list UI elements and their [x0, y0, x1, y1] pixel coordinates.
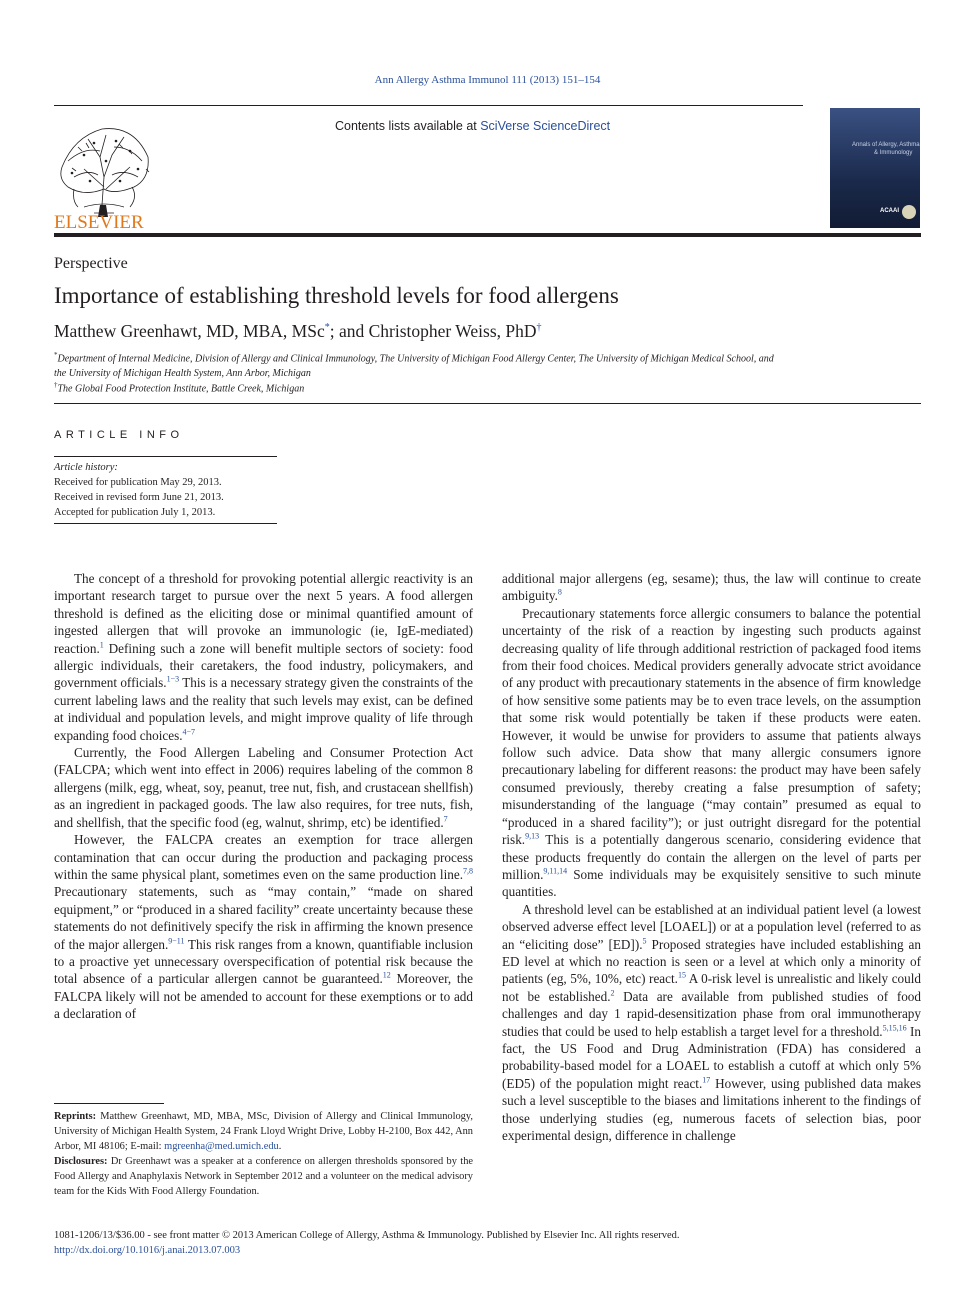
text-span: Moreover, the FALCPA likely will not be amended to account for these exemptions or to add a declaration of: [54, 971, 473, 1022]
text-span: A 0-risk level is unrealistic and likely could not be established.: [502, 971, 921, 1004]
text-span: Proposed strategies have included establishing an ED level at which no reaction is seen or a level at which only a minority of patients (eg, 5%, 10%, etc) react.: [502, 936, 921, 987]
article-type: Perspective: [54, 255, 128, 272]
affiliation-1: [54, 348, 924, 381]
copyright-line: 1081-1206/13/$36.00 - see front matter © 2013 American College of Allergy, Asthma & Immunology. Published by Elsevier Inc. All rights reserved.: [54, 1230, 680, 1241]
affiliation-rule: [54, 403, 921, 404]
history-revised: Received in revised form June 21, 2013.: [54, 492, 224, 503]
cover-title-line-1: Annals of Allergy, Asthma: [852, 142, 920, 148]
paragraph-threshold-level: [502, 901, 921, 1145]
text-span: Precautionary statements, such as “may contain,” “made on shared equipment,” or “produced in a shared facility” create uncertainty because these statements do not definitively specify the risk in affirming the known presence of the major allergen.: [54, 884, 473, 952]
sciencedirect-link[interactable]: SciVerse ScienceDirect: [480, 119, 611, 133]
elsevier-logo: [54, 117, 154, 230]
tree-icon: [54, 117, 154, 230]
text-span: This is a necessary strategy given the constraints of the current labeling laws and the reality that such levels may exist, can be defined at individual and population levels, and might improve quality of life through expanding food choices.: [54, 675, 473, 743]
affiliation-1-line-2: the University of Michigan Health System, Ann Arbor, Michigan: [54, 368, 311, 380]
text-span: Currently, the Food Allergen Labeling and Consumer Protection Act (FALCPA; which went into effect in 2006) requires labeling of the common 8 allergens (milk, egg, wheat, soy, peanut, tree nut, fish, and crustacean shellfish) as an ingredient in packaged goods. The law also requires, for tree nuts, fish, and shellfish, that the specific food (eg, walnut, shrimp, etc) be identified.: [54, 745, 473, 830]
body-column-right: [502, 570, 921, 1144]
text-span: This risk ranges from a known, quantifiable inclusion to a proactive yet unnecessary overspecification of potential risk because the total absence of a particular allergen cannot be guaranteed.: [54, 936, 473, 987]
text-span: This is a potentially dangerous scenario, considering evidence that these products frequently do contain the allergen on the level of parts per million.: [502, 832, 921, 882]
disclosures-text: Dr Greenhawt was a speaker at a conference on allergen thresholds sponsored by the Food Allergy and Anaphylaxis Network in September 2012 and a volunteer on the medical advisory team for the Kids With Food Allergy Foundation.: [54, 1156, 473, 1197]
text-span: A threshold level can be established at an individual patient level (a lowest observed adverse effect level [LOAEL]) or at a population level (referred to as an “eliciting dose” [ED]).: [502, 901, 921, 952]
citation-link[interactable]: 9−11: [168, 936, 185, 946]
citation-link[interactable]: 12: [382, 970, 391, 980]
header-rule: [54, 105, 803, 106]
citation-link[interactable]: 15: [677, 970, 686, 980]
paragraph-continued: [502, 570, 921, 605]
citation-link[interactable]: 17: [702, 1075, 711, 1085]
affiliation-2-mark: †: [54, 381, 58, 389]
contents-line: [335, 119, 610, 133]
article-title: Importance of establishing threshold levels for food allergens: [54, 283, 619, 308]
paragraph-precautionary: [502, 605, 921, 901]
paragraph-threshold-concept: [54, 570, 473, 744]
disclosures-label: Disclosures:: [54, 1156, 108, 1167]
text-span: Precautionary statements force allergic consumers to balance the potential uncertainty of the risk of a reaction by ingesting such products against decreasing quality of life through additional restriction of packaged food items from their food choices. Medical providers generally advocate strict avoidance of any product with precautionary statements in the absence of firm knowledge of how sensitive some patients may be to even trace levels, on the assumption that some risk would potentially be taken if these products were eaten. However, it would be unwise for providers to assume that patients always follow such advice. Data show that many allergic consumers ignore precautionary labeling for different reasons: the product may have been safely consumed previously, thereby creating a false presumption of safety; misunderstanding of the language (“may contain” presumed as equal to “produced in a shared facility”); or just outright disregard for the potential risk.: [502, 605, 921, 848]
citation-link[interactable]: 9,13: [525, 831, 540, 841]
affiliation-2-line-1: The Global Food Protection Institute, Battle Creek, Michigan: [57, 383, 305, 395]
author-2: ; and Christopher Weiss, PhD: [329, 321, 537, 341]
disclosures-note: [54, 1154, 473, 1199]
reprints-note: [54, 1109, 473, 1154]
reprints-email-link[interactable]: mgreenha@med.umich.edu: [164, 1141, 279, 1152]
cover-seal-icon: [902, 205, 916, 219]
citation-link[interactable]: 5: [642, 936, 647, 946]
affiliation-1-line-1: Department of Internal Medicine, Division of Allergy and Clinical Immunology, The University of Michigan Food Allergy Center, The University of Michigan Medical School, and: [57, 353, 774, 365]
author-2-mark[interactable]: †: [536, 322, 542, 334]
citation-link[interactable]: 7,8: [463, 866, 473, 876]
history-title: Article history:: [54, 462, 118, 473]
citation-link[interactable]: 9,11,14: [543, 866, 568, 876]
article-info-rule-bottom: [54, 523, 277, 524]
text-span: Data are available from published studies of food challenges and day 1 rapid-desensitization phase from oral immunotherapy studies that could be used to help establish a target level for a threshold.: [502, 988, 921, 1039]
affiliation-1-mark: *: [54, 351, 58, 359]
paragraph-exemption: [54, 831, 473, 1022]
doi-link[interactable]: http://dx.doi.org/10.1016/j.anai.2013.07.003: [54, 1245, 241, 1256]
citation-link[interactable]: 5,15,16: [882, 1023, 907, 1033]
header-thick-rule: [54, 233, 921, 237]
publisher-wordmark: ELSEVIER: [54, 212, 144, 230]
reprints-text: Matthew Greenhawt, MD, MBA, MSc, Division of Allergy and Clinical Immunology, University of Michigan Health System, 24 Frank Lloyd Wright Drive, Lobby H-2100, Box 442, Ann Arbor, MI 48106; E-mail:: [54, 1111, 473, 1152]
cover-title-line-2: & Immunology: [874, 150, 913, 156]
text-span: Some individuals may be exquisitely sensitive to such minute quantities.: [502, 866, 921, 900]
footnote-rule: [54, 1103, 164, 1104]
history-accepted: Accepted for publication July 1, 2013.: [54, 507, 216, 518]
text-span: However, using published data makes such a level susceptible to the biases and limitations inherent to the findings of those underlying studies (eg, numerous facets of selection bias, poor experimental design, difference in challenge: [502, 1075, 921, 1143]
citation-link[interactable]: 1−3: [166, 675, 180, 685]
journal-reference[interactable]: Ann Allergy Asthma Immunol 111 (2013) 151–154: [374, 74, 601, 86]
text-span: Defining such a zone will benefit multiple sectors of society: food allergic individuals, their caretakers, the food industry, policymakers, and government officials.: [54, 640, 473, 691]
author-1: Matthew Greenhawt, MD, MBA, MSc: [54, 321, 325, 341]
cover-badge: ACAAI: [880, 208, 899, 214]
author-line: [54, 321, 542, 342]
article-info-heading: ARTICLE INFO: [54, 429, 184, 441]
copyright-block: [54, 1228, 680, 1258]
paragraph-falcpa: [54, 744, 473, 831]
article-history: [54, 460, 224, 520]
contents-prefix: Contents lists available at: [335, 119, 481, 133]
citation-link[interactable]: 4−7: [182, 727, 196, 737]
author-1-mark[interactable]: *: [324, 322, 330, 334]
text-span: additional major allergens (eg, sesame); thus, the law will continue to create ambiguity.: [502, 571, 921, 604]
body-column-left: [54, 570, 473, 1023]
citation-link[interactable]: 1: [99, 640, 104, 650]
reprints-end: .: [278, 1141, 282, 1152]
reprints-label: Reprints:: [54, 1111, 97, 1122]
text-span: However, the FALCPA creates an exemption for trace allergen contamination that can occur during the production and packaging process within the same physical plant, sometimes even on the same production line.: [54, 832, 473, 882]
footnotes: [54, 1109, 473, 1199]
citation-link[interactable]: 7: [443, 814, 448, 824]
article-info-rule-top: [54, 456, 277, 457]
affiliation-2: [54, 378, 924, 396]
history-received: Received for publication May 29, 2013.: [54, 477, 222, 488]
citation-link[interactable]: 2: [610, 988, 615, 998]
text-span: The concept of a threshold for provoking potential allergic reactivity is an important research target to pursue over the next 5 years. A food allergen threshold is defined as the eliciting dose or minimal quantified amount of ingested allergen that will provoke an immunologic (ie, IgE-mediated) reaction.: [54, 571, 473, 656]
journal-cover[interactable]: [830, 108, 920, 228]
text-span: In fact, the US Food and Drug Administration (FDA) has considered a probability-based model for a LOAEL to establish a cutoff at which only 5% (ED5) of the population might react.: [502, 1023, 921, 1091]
citation-link[interactable]: 8: [557, 588, 562, 598]
